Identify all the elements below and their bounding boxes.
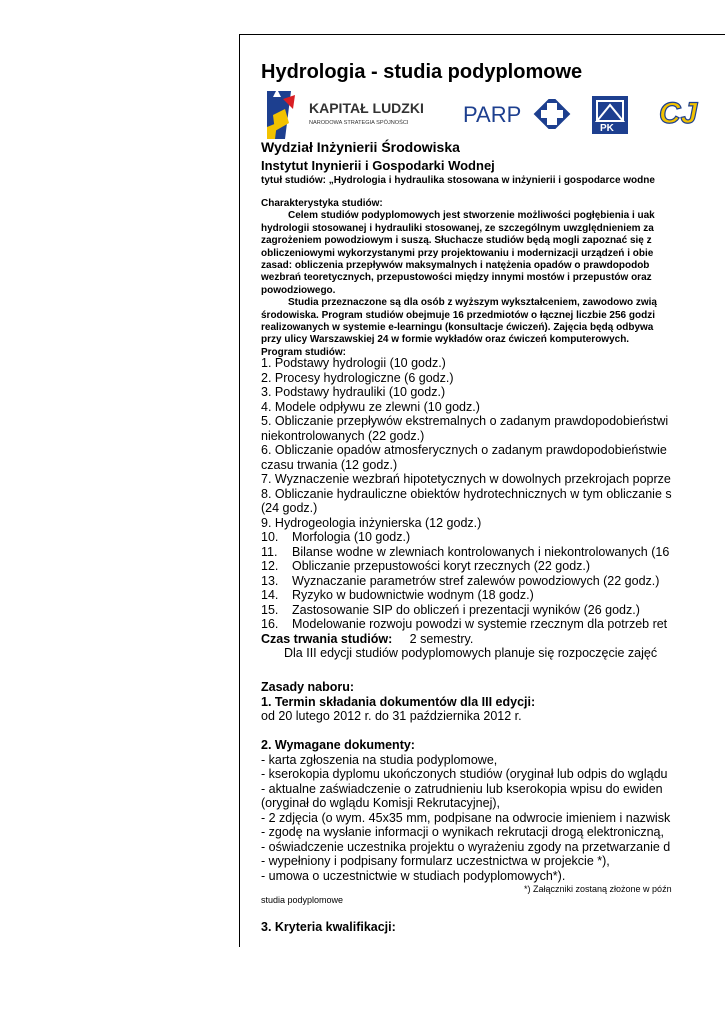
document-item: - zgodę na wysłanie informacji o wynikach rekrutacji drogą elektroniczną,	[261, 825, 664, 839]
list-item: 11. Bilanse wodne w zlewniach kontrolowanych i niekontrolowanych (16	[261, 544, 670, 559]
characteristics-line: wezbrań teoretycznych, przepustowości między innymi mostów i przepustów oraz	[261, 272, 652, 284]
logo-bar	[265, 87, 725, 143]
document-item: - oświadczenie uczestnika projektu o wyrażeniu zgody na przetwarzanie d	[261, 839, 671, 854]
list-item: 1. Podstawy hydrologii (10 godz.)	[261, 356, 446, 370]
recruitment-section	[261, 680, 670, 883]
document-item: - karta zgłoszenia na studia podyplomowe,	[261, 752, 498, 767]
list-item: 10. Morfologia (10 godz.)	[261, 530, 411, 544]
study-title: tytuł studiów: „Hydrologia i hydraulika stosowana w inżynierii i gospodarce wodne	[261, 175, 655, 186]
list-item: 7. Wyznaczenie wezbrań hipotetycznych w dowolnych przekrojach poprze	[261, 472, 671, 486]
characteristics-line: hydrologii stosowanej i hydrauliki stosowanej, ze szczególnym uwzględnieniem za	[261, 222, 654, 234]
document-item: (oryginał do wglądu Komisji Rekrutacyjnej),	[261, 796, 500, 810]
list-item: 4. Modele odpływu ze zlewni (10 godz.)	[261, 399, 480, 414]
characteristics-line: obliczeniowymi wykorzystanymi przy projektowaniu i modernizacji urządzeń i obie	[261, 247, 654, 259]
faculty-heading: Wydział Inżynierii Środowiska	[261, 139, 460, 155]
kapital-ludzki-subtitle: NARODOWA STRATEGIA SPÓJNOŚCI	[309, 120, 409, 126]
characteristics-line: realizowanych w systemie e-learningu (konsultacje ćwiczeń). Zajęcia będą odbywa	[261, 322, 654, 334]
characteristics-line: przy ulicy Warszawskiej 24 w formie wykładów oraz ćwiczeń komputerowych.	[261, 334, 630, 346]
duration-value: 2 semestry.	[409, 631, 474, 646]
document-item: - kserokopia dyplomu ukończonych studiów (oryginał lub odpis do wglądu	[261, 767, 668, 781]
characteristics-line: zagrożeniem powodziowym i suszą. Słuchacze studiów będą mogli zapoznać się z	[261, 235, 652, 247]
footnote-continuation: studia podyplomowe	[261, 895, 344, 905]
footnote: *) Załączniki zostaną złożone w późn	[524, 884, 672, 894]
characteristics-heading: Charakterystyka studiów:	[261, 198, 383, 209]
duration-line	[261, 632, 672, 647]
document-item: - aktualne zaświadczenie o zatrudnieniu lub kserokopia wpisu do ewiden	[261, 781, 663, 796]
list-item-continuation: niekontrolowanych (22 godz.)	[261, 428, 425, 443]
documents-heading: 2. Wymagane dokumenty:	[261, 738, 415, 752]
list-item: 8. Obliczanie hydrauliczne obiektów hydrotechnicznych w tym obliczanie s	[261, 486, 672, 501]
cj-logo	[657, 91, 717, 131]
document-item: - wypełniony i podpisany formularz uczestnictwa w projekcie *),	[261, 854, 610, 868]
institute-heading: Instytut Inynierii i Gospodarki Wodnej	[261, 158, 495, 173]
list-item: 3. Podstawy hydrauliki (10 godz.)	[261, 385, 446, 399]
list-item-continuation: czasu trwania (12 godz.)	[261, 457, 398, 472]
duration-label: Czas trwania studiów:	[261, 631, 393, 646]
list-item: 9. Hydrogeologia inżynierska (12 godz.)	[261, 515, 482, 530]
list-item-continuation: (24 godz.)	[261, 501, 318, 515]
list-item: 14. Ryzyko w budownictwie wodnym (18 godz.)	[261, 588, 534, 602]
list-item: 12. Obliczanie przepustowości koryt rzecznych (22 godz.)	[261, 559, 591, 573]
deadline-text: od 20 lutego 2012 r. do 31 października 2012 r.	[261, 709, 522, 723]
program-list	[261, 356, 672, 661]
document-page	[239, 34, 725, 947]
characteristics-line: środowiska. Program studiów obejmuje 16 przedmiotów o łącznej liczbie 256 godzi	[261, 309, 655, 321]
document-item: - umowa o uczestnictwie w studiach podyplomowych*).	[261, 868, 566, 883]
kapital-ludzki-name: KAPITAŁ LUDZKI	[309, 100, 424, 116]
kapital-ludzki-logo	[265, 87, 443, 143]
list-item: 16. Modelowanie rozwoju powodzi w systemie rzecznym dla potrzeb ret	[261, 617, 668, 631]
cj-text: CJ	[659, 97, 698, 130]
criteria-heading: 3. Kryteria kwalifikacji:	[261, 920, 396, 934]
parp-logo	[463, 99, 575, 129]
characteristics-line: powodziowego.	[261, 284, 336, 296]
characteristics-line: Celem studiów podyplomowych jest stworzenie możliwości pogłębienia i uak	[288, 210, 655, 222]
svg-text:PK: PK	[600, 123, 614, 134]
characteristics-line: Studia przeznaczone są dla osób z wyższym wykształceniem, zawodowo zwią	[288, 297, 657, 309]
deadline-heading: 1. Termin składania dokumentów dla III edycji:	[261, 694, 536, 709]
list-item: 2. Procesy hydrologiczne (6 godz.)	[261, 370, 454, 385]
recruitment-heading: Zasady naboru:	[261, 680, 355, 694]
pk-logo	[591, 95, 629, 135]
list-item: 5. Obliczanie przepływów ekstremalnych o zadanym prawdopodobieństwi	[261, 414, 669, 428]
document-item: - 2 zdjęcia (o wym. 45x35 mm, podpisane na odwrocie imieniem i nazwisk	[261, 810, 671, 825]
characteristics-section	[261, 198, 657, 359]
list-item: 15. Zastosowanie SIP do obliczeń i prezentacji wyników (26 godz.)	[261, 602, 640, 617]
characteristics-line: zasad: obliczenia przepływów maksymalnych i natężenia opadów o prawdopodob	[261, 260, 650, 272]
duration-note: Dla III edycji studiów podyplomowych planuje się rozpoczęcie zajęć	[284, 646, 658, 660]
list-item: 13. Wyznaczanie parametrów stref zalewów powodziowych (22 godz.)	[261, 573, 660, 588]
program-heading: Program studiów:	[261, 346, 347, 358]
page-title: Hydrologia - studia podyplomowe	[261, 61, 583, 83]
parp-text: PARP	[463, 102, 522, 127]
list-item: 6. Obliczanie opadów atmosferycznych o zadanym prawdopodobieństwie	[261, 443, 667, 457]
